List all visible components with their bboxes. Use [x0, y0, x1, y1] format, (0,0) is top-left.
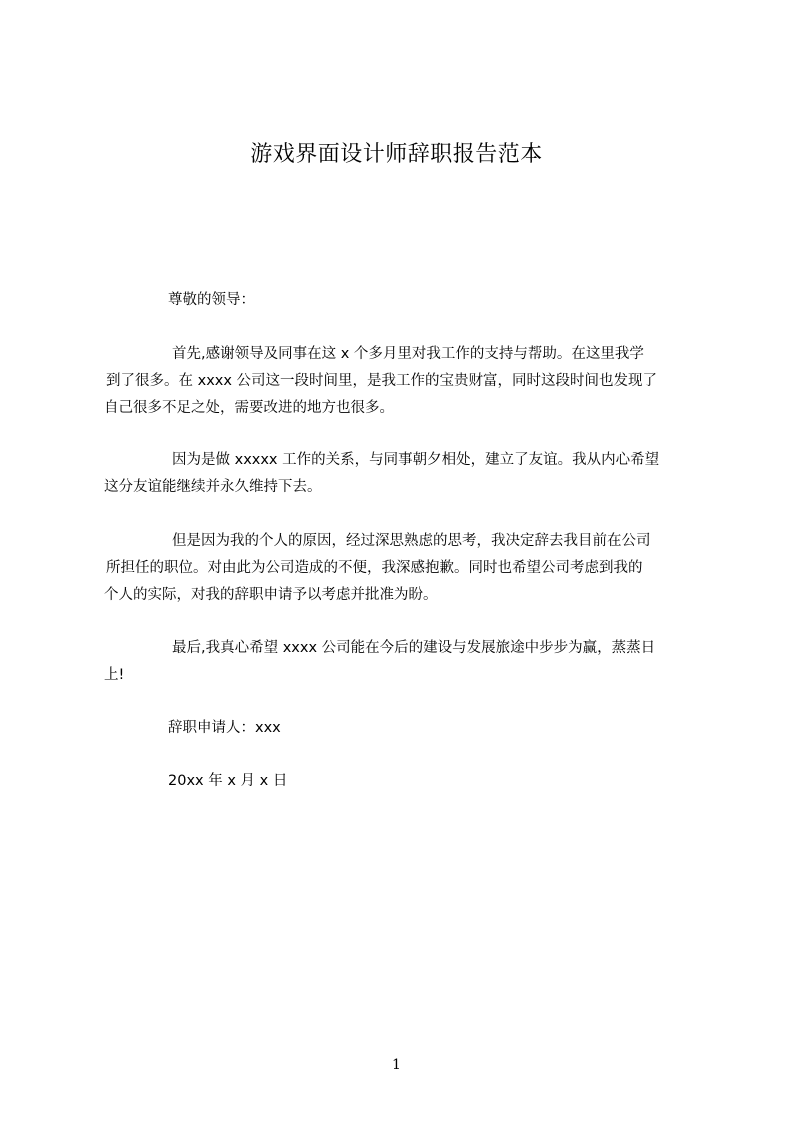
page-number: 1 — [392, 1057, 401, 1073]
salutation: 尊敬的领导： — [168, 292, 255, 308]
paragraph-2-line-1: 因为是做 xxxxx 工作的关系，与同事朝夕相处，建立了友谊。我从内心希望 — [172, 452, 660, 468]
document-title: 游戏界面设计师辞职报告范本 — [250, 142, 543, 167]
paragraph-2-line-2: 这分友谊能继续并永久维持下去。 — [104, 479, 322, 495]
paragraph-1-line-2: 到了很多。在 xxxx 公司这一段时间里，是我工作的宝贵财富，同时这段时间也发现了 — [106, 373, 658, 389]
date-line: 20xx 年 x 月 x 日 — [168, 773, 288, 789]
paragraph-3-line-2: 所担任的职位。对由此为公司造成的不便，我深感抱歉。同时也希望公司考虑到我的 — [106, 560, 643, 576]
paragraph-3-line-1: 但是因为我的个人的原因，经过深思熟虑的思考，我决定辞去我目前在公司 — [172, 533, 651, 549]
paragraph-3-line-3: 个人的实际，对我的辞职申请予以考虑并批准为盼。 — [104, 587, 438, 603]
paragraph-4-line-1: 最后,我真心希望 xxxx 公司能在今后的建设与发展旅途中步步为赢，蒸蒸日 — [172, 640, 656, 656]
paragraph-4-line-2: 上! — [104, 667, 125, 683]
paragraph-1-line-3: 自己很多不足之处，需要改进的地方也很多。 — [104, 400, 394, 416]
paragraph-1-line-1: 首先,感谢领导及同事在这 x 个多月里对我工作的支持与帮助。在这里我学 — [172, 346, 644, 362]
applicant-line: 辞职申请人：xxx — [168, 720, 281, 736]
